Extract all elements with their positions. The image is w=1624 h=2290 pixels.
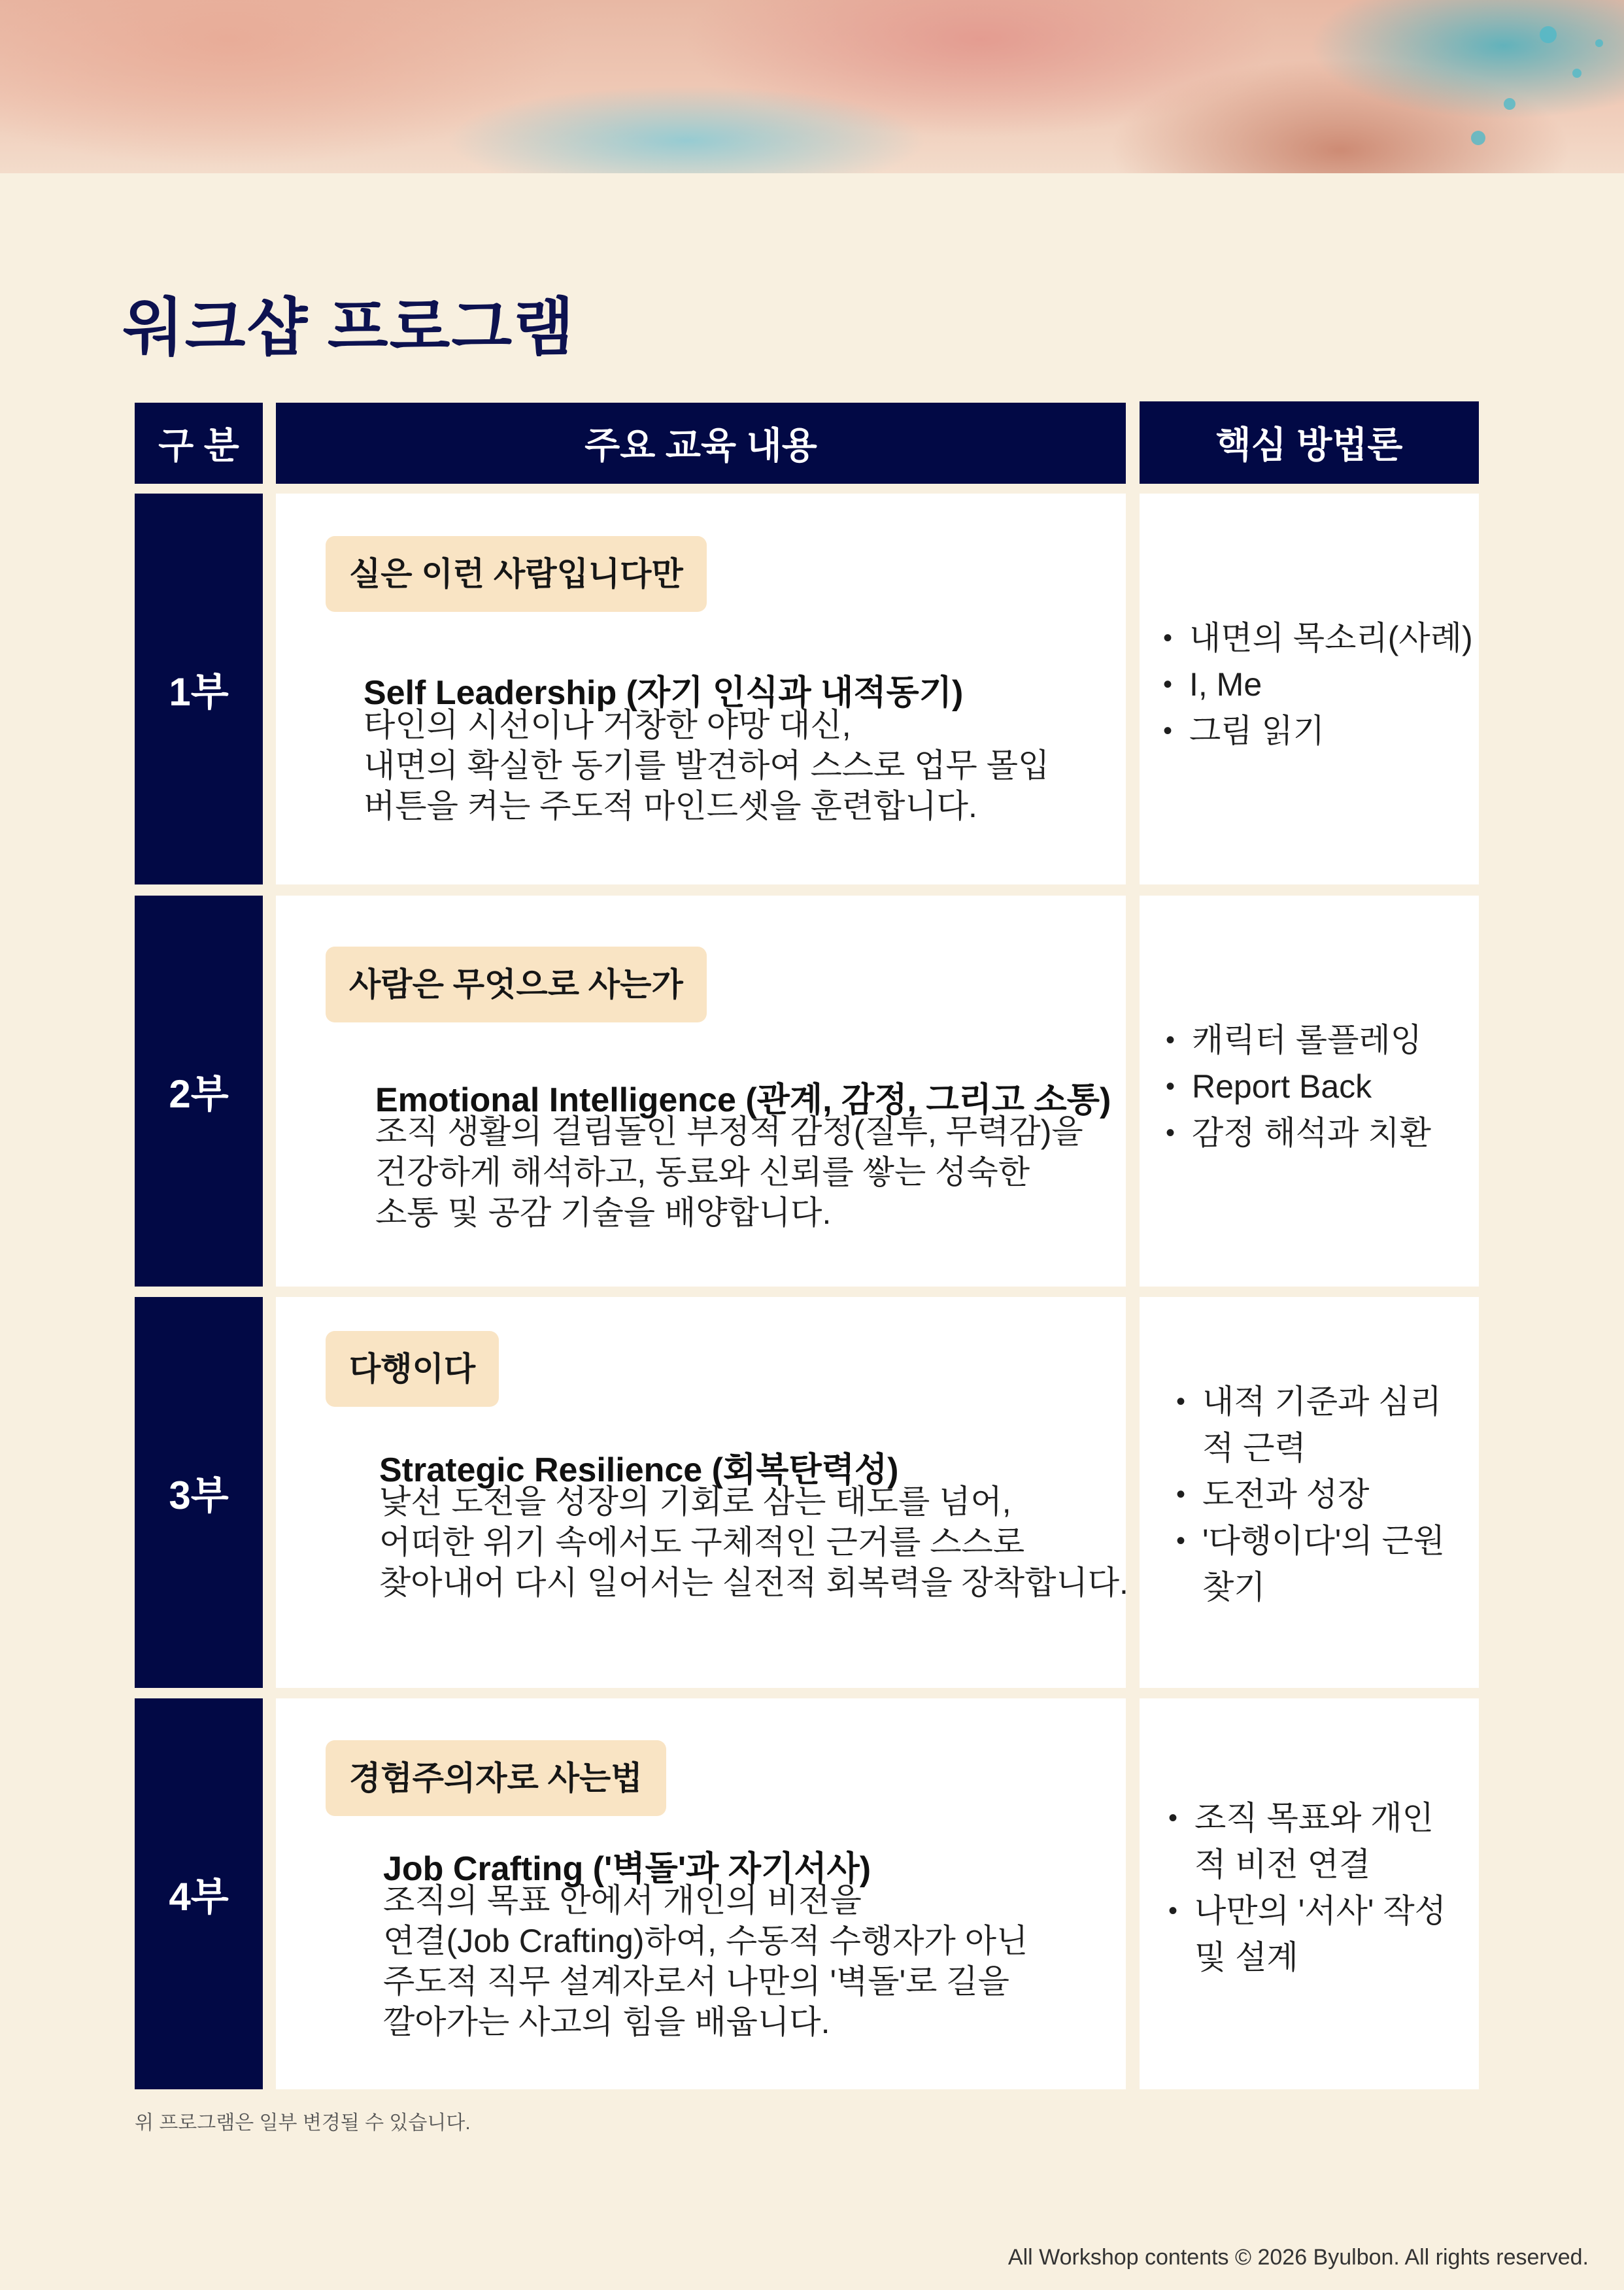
paint-splatter — [1572, 69, 1582, 78]
method-cell-4 — [1140, 1698, 1479, 2089]
method-item: • 내적 기준과 심리적 근력 — [1176, 1379, 1464, 1472]
method-item: • '다행이다'의 근원 찾기 — [1176, 1518, 1464, 1611]
method-cell-2 — [1140, 896, 1479, 1287]
session-description: 조직 생활의 걸림돌인 부정적 감정(질투, 무력감)을 건강하게 해석하고, 동료와 신뢰를 쌓는 성숙한 소통 및 공감 기술을 배양합니다. — [375, 1113, 1083, 1231]
session-description: 타인의 시선이나 거창한 야망 대신, 내면의 확실한 동기를 발견하여 스스로 업무 몰입 버튼을 켜는 주도적 마인드셋을 훈련합니다. — [364, 707, 1050, 824]
session-tag: 다행이다 — [326, 1331, 499, 1407]
watercolor-banner — [0, 0, 1624, 173]
part-label-4: 4부 — [135, 1698, 263, 2089]
session-topic: Job Crafting ('벽돌'과 자기서사) — [383, 1850, 871, 1888]
header-content: 주요 교육 내용 — [276, 403, 1126, 484]
method-item: • 캐릭터 롤플레잉 — [1166, 1017, 1431, 1064]
session-description: 조직의 목표 안에서 개인의 비전을 연결(Job Crafting)하여, 수동적 수행자가 아닌 주도적 직무 설계자로서 나만의 '벽돌'로 길을 깔아가는 사고의 힘을 배웁니다. — [383, 1882, 1028, 2040]
part-label-2: 2부 — [135, 896, 263, 1287]
method-list — [1163, 615, 1473, 754]
method-item: • 그림 읽기 — [1163, 708, 1473, 754]
header-method: 핵심 방법론 — [1140, 401, 1479, 484]
method-item: • 내면의 목소리(사례) — [1163, 615, 1473, 662]
method-list — [1166, 1017, 1431, 1156]
part-label-3: 3부 — [135, 1297, 263, 1688]
footnote: 위 프로그램은 일부 변경될 수 있습니다. — [135, 2112, 471, 2134]
part-label-1: 1부 — [135, 494, 263, 884]
method-item: • Report Back — [1166, 1064, 1431, 1110]
session-tag: 경험주의자로 사는법 — [326, 1740, 666, 1816]
page-title: 워크샵 프로그램 — [123, 293, 575, 363]
method-list — [1176, 1379, 1464, 1611]
method-list — [1168, 1795, 1456, 1981]
session-tag: 실은 이런 사람입니다만 — [326, 536, 707, 612]
method-item: • 감정 해석과 치환 — [1166, 1110, 1431, 1156]
content-cell-3 — [276, 1297, 1126, 1688]
session-topic: Emotional Intelligence (관계, 감정, 그리고 소통) — [375, 1081, 1111, 1119]
paint-splatter — [1540, 26, 1557, 43]
paint-splatter — [1595, 39, 1603, 47]
content-cell-4 — [276, 1698, 1126, 2089]
method-item: • 도전과 성장 — [1176, 1472, 1464, 1518]
method-item: • 나만의 '서사' 작성 및 설계 — [1168, 1888, 1456, 1981]
method-cell-3 — [1140, 1297, 1479, 1688]
paint-splatter — [1471, 131, 1485, 145]
header-part: 구 분 — [135, 403, 263, 484]
method-item: • I, Me — [1163, 662, 1473, 708]
content-cell-1 — [276, 494, 1126, 884]
copyright: All Workshop contents © 2026 Byulbon. All rights reserved. — [1007, 2245, 1589, 2270]
session-tag: 사람은 무엇으로 사는가 — [326, 947, 707, 1022]
paint-splatter — [1504, 98, 1515, 110]
session-topic: Strategic Resilience (회복탄력성) — [379, 1451, 899, 1489]
method-item: • 조직 목표와 개인적 비전 연결 — [1168, 1795, 1456, 1888]
session-topic: Self Leadership (자기 인식과 내적동기) — [364, 674, 964, 712]
content-cell-2 — [276, 896, 1126, 1287]
session-description: 낯선 도전을 성장의 기회로 삼는 태도를 넘어, 어떠한 위기 속에서도 구체적인 근거를 스스로 찾아내어 다시 일어서는 실전적 회복력을 장착합니다. — [379, 1483, 1128, 1601]
method-cell-1 — [1140, 494, 1479, 884]
